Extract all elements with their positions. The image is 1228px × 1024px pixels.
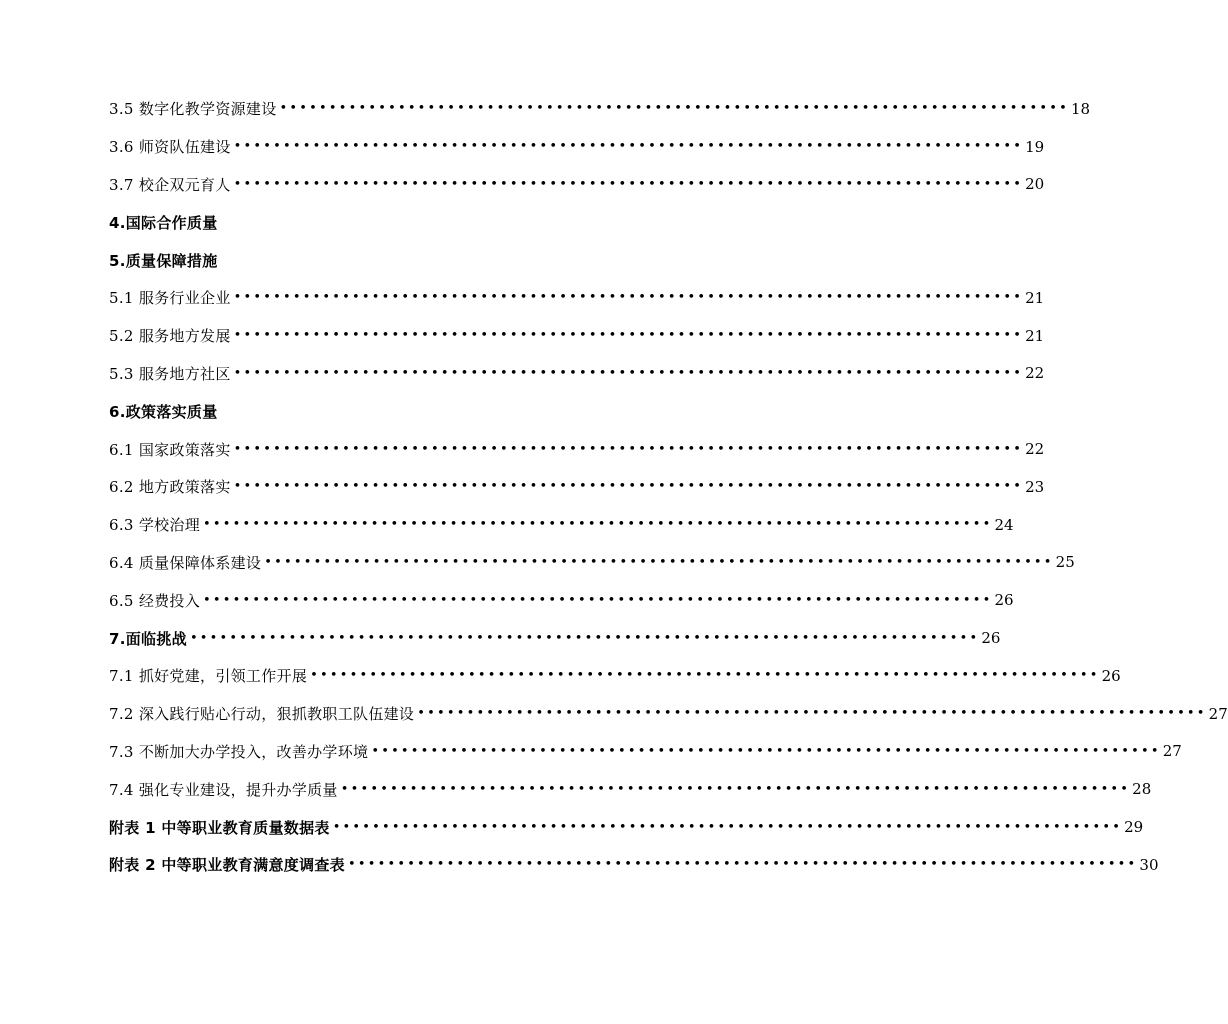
toc-entry-title: 5.2 服务地方发展 bbox=[109, 327, 231, 346]
dot-leader: •••••••••••••••••••••••••••••••••••••••••••••••••••••••••••••••••••••••••••••••• bbox=[233, 176, 1024, 192]
toc-entry[interactable] bbox=[109, 468, 1045, 506]
toc-entry-page: 26 bbox=[981, 629, 1001, 648]
toc-entry-page: 21 bbox=[1025, 326, 1045, 345]
toc-entry-page: 22 bbox=[1025, 440, 1045, 459]
toc-entry-page: 24 bbox=[994, 515, 1014, 534]
dot-leader: •••••••••••••••••••••••••••••••••••••••••••••••••••••••••••••••••••••••••••••••• bbox=[264, 554, 1054, 570]
toc-entry[interactable] bbox=[109, 279, 1045, 317]
toc-entry[interactable] bbox=[109, 657, 1121, 695]
toc-entry[interactable] bbox=[109, 90, 1091, 128]
dot-leader: •••••••••••••••••••••••••••••••••••••••••••••••••••••••••••••••••••••••••••••••• bbox=[310, 668, 1100, 684]
dot-leader: •••••••••••••••••••••••••••••••••••••••••••••••••••••••••••••••••••••••••••••••• bbox=[233, 479, 1024, 495]
toc-entry-page: 23 bbox=[1025, 477, 1045, 496]
dot-leader: •••••••••••••••••••••••••••••••••••••••••••••••••••••••••••••••••••••••••••••••• bbox=[417, 706, 1207, 722]
toc-entry-title: 3.7 校企双元育人 bbox=[109, 175, 231, 194]
toc-section-heading[interactable] bbox=[109, 203, 615, 241]
table-of-contents bbox=[109, 90, 1228, 884]
toc-entry[interactable] bbox=[109, 581, 1014, 619]
toc-entry[interactable] bbox=[109, 506, 1014, 544]
toc-entry-title: 6.政策落实质量 bbox=[109, 402, 218, 421]
dot-leader: •••••••••••••••••••••••••••••••••••••••••••••••••••••••••••••••••••••••••••••••• bbox=[371, 743, 1161, 759]
toc-entry-title: 5.1 服务行业企业 bbox=[109, 289, 231, 308]
toc-entry-title: 6.4 质量保障体系建设 bbox=[109, 553, 262, 572]
toc-entry-title: 7.面临挑战 bbox=[109, 629, 187, 648]
toc-entry-title: 5.3 服务地方社区 bbox=[109, 364, 231, 383]
dot-leader: •••••••••••••••••••••••••••••••••••••••••••••••••••••••••••••••••••••••••••••••• bbox=[332, 819, 1123, 835]
dot-leader: •••••••••••••••••••••••••••••••••••••••••••••••••••••••••••••••••••••••••••••••• bbox=[203, 517, 993, 533]
toc-entry-page: 19 bbox=[1025, 137, 1045, 156]
dot-leader: •••••••••••••••••••••••••••••••••••••••••••••••••••••••••••••••••••••••••••••••• bbox=[233, 139, 1024, 155]
toc-entry[interactable] bbox=[109, 846, 1159, 884]
toc-entry-title: 6.3 学校治理 bbox=[109, 516, 201, 535]
toc-entry[interactable] bbox=[109, 808, 1144, 846]
toc-entry[interactable] bbox=[109, 430, 1045, 468]
toc-entry[interactable] bbox=[109, 544, 1075, 582]
toc-section-heading[interactable] bbox=[109, 241, 615, 279]
toc-entry[interactable] bbox=[109, 355, 1045, 393]
toc-entry-page: 26 bbox=[1101, 666, 1121, 685]
toc-entry-title: 7.2 深入践行贴心行动，狠抓教职工队伍建设 bbox=[109, 705, 415, 724]
toc-entry-page: 27 bbox=[1162, 742, 1182, 761]
toc-entry[interactable] bbox=[109, 733, 1182, 771]
dot-leader: •••••••••••••••••••••••••••••••••••••••••••••••••••••••••••••••••••••••••••••••• bbox=[189, 630, 980, 646]
toc-entry-title: 附表 2 中等职业教育满意度调查表 bbox=[109, 856, 345, 875]
toc-entry-title: 6.1 国家政策落实 bbox=[109, 440, 231, 459]
toc-entry-title: 3.5 数字化教学资源建设 bbox=[109, 100, 277, 119]
dot-leader: •••••••••••••••••••••••••••••••••••••••••••••••••••••••••••••••••••••••••••••••• bbox=[340, 781, 1131, 797]
toc-entry-title: 4.国际合作质量 bbox=[109, 213, 218, 232]
toc-entry-title: 3.6 师资队伍建设 bbox=[109, 138, 231, 157]
toc-entry-page: 21 bbox=[1025, 288, 1045, 307]
toc-entry-page: 26 bbox=[994, 591, 1014, 610]
dot-leader: •••••••••••••••••••••••••••••••••••••••••••••••••••••••••••••••••••••••••••••••• bbox=[233, 441, 1024, 457]
toc-entry[interactable] bbox=[109, 619, 1001, 657]
toc-entry[interactable] bbox=[109, 317, 1045, 355]
toc-entry-page: 29 bbox=[1124, 818, 1144, 837]
dot-leader: •••••••••••••••••••••••••••••••••••••••••••••••••••••••••••••••••••••••••••••••• bbox=[279, 101, 1069, 117]
dot-leader: •••••••••••••••••••••••••••••••••••••••••••••••••••••••••••••••••••••••••••••••• bbox=[233, 290, 1024, 306]
dot-leader: •••••••••••••••••••••••••••••••••••••••••••••••••••••••••••••••••••••••••••••••• bbox=[203, 592, 993, 608]
toc-entry-title: 6.2 地方政策落实 bbox=[109, 478, 231, 497]
toc-entry-title: 7.1 抓好党建，引领工作开展 bbox=[109, 667, 308, 686]
toc-entry-page: 28 bbox=[1132, 780, 1152, 799]
toc-entry-title: 7.4 强化专业建设，提升办学质量 bbox=[109, 780, 338, 799]
toc-entry-page: 22 bbox=[1025, 364, 1045, 383]
toc-entry-title: 附表 1 中等职业教育质量数据表 bbox=[109, 818, 330, 837]
toc-entry-title: 6.5 经费投入 bbox=[109, 591, 201, 610]
toc-entry-title: 7.3 不断加大办学投入，改善办学环境 bbox=[109, 742, 369, 761]
toc-section-heading[interactable] bbox=[109, 392, 615, 430]
dot-leader: •••••••••••••••••••••••••••••••••••••••••••••••••••••••••••••••••••••••••••••••• bbox=[347, 857, 1138, 873]
dot-leader: •••••••••••••••••••••••••••••••••••••••••••••••••••••••••••••••••••••••••••••••• bbox=[233, 365, 1024, 381]
toc-entry[interactable] bbox=[109, 128, 1045, 166]
toc-entry[interactable] bbox=[109, 695, 1228, 733]
toc-entry-page: 20 bbox=[1025, 175, 1045, 194]
toc-entry[interactable] bbox=[109, 770, 1152, 808]
toc-entry-page: 30 bbox=[1139, 855, 1159, 874]
toc-entry-page: 25 bbox=[1055, 553, 1075, 572]
toc-entry-page: 27 bbox=[1208, 704, 1228, 723]
toc-entry-page: 18 bbox=[1070, 99, 1091, 118]
toc-entry-title: 5.质量保障措施 bbox=[109, 251, 218, 270]
toc-entry[interactable] bbox=[109, 166, 1045, 204]
dot-leader: •••••••••••••••••••••••••••••••••••••••••••••••••••••••••••••••••••••••••••••••• bbox=[233, 328, 1024, 344]
